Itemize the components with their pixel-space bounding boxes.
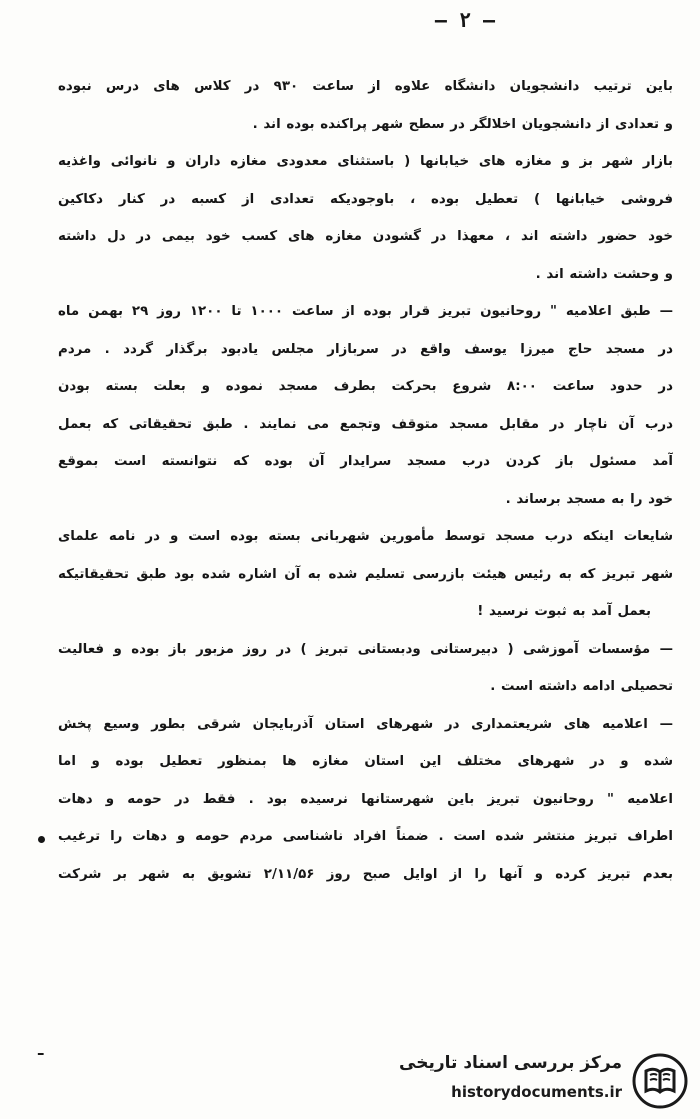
text-line: بعمل آمد به ثبوت نرسید !	[477, 604, 651, 619]
book-logo-icon	[632, 1053, 688, 1109]
text-line: شایعات اینکه درب مسجد توسط مأمورین شهربانی بسته بوده است و در نامه علمای	[58, 529, 673, 544]
text-line: — طبق اعلامیه " روحانیون تبریز قرار بوده از ساعت ۱۰۰۰ تا ۱۲۰۰ روز ۲۹ بهمن ماه	[58, 304, 673, 319]
margin-mark: ـ	[38, 1040, 44, 1059]
watermark	[392, 1049, 692, 1113]
text-line: در حدود ساعت ۸:۰۰ شروع بحرکت بطرف مسجد نموده و بعلت بسته بودن	[58, 379, 673, 394]
text-line: اعلامیه " روحانیون تبریز باین شهرستانها نرسیده بود . فقط در حومه و دهات	[58, 791, 673, 807]
bullet-dot	[38, 836, 45, 843]
document-body	[58, 68, 673, 893]
watermark-url[interactable]: historydocuments.ir	[451, 1083, 622, 1101]
text-line: باین ترتیب دانشجویان دانشگاه علاوه از ساعت ۹۳۰ در کلاس های درس نبوده	[58, 79, 673, 94]
text-line: — اعلامیه های شریعتمداری در شهرهای استان آذربایجان شرقی بطور وسیع پخش	[58, 716, 673, 732]
text-line: و وحشت داشته اند .	[535, 266, 673, 282]
watermark-title: مرکز بررسی اسناد تاریخی	[399, 1053, 622, 1073]
text-line: بعدم تبریز کرده و آنها را از اوایل صبح روز ۲/۱۱/۵۶ تشویق به شهر بر شرکت	[58, 866, 673, 882]
text-line: خود را به مسجد برساند .	[505, 491, 673, 507]
text-line: و تعدادی از دانشجویان اخلالگر در سطح شهر پراکنده بوده اند .	[252, 116, 673, 132]
text-line: اطراف تبریز منتشر شده است . ضمناً افراد ناشناسی مردم حومه و دهات را ترغیب	[58, 829, 673, 844]
page-number: — ۲ —	[434, 8, 496, 32]
text-line: بازار شهر بز و مغازه های خیابانها ( باستثنای معدودی مغازه داران و نانوائی واغذیه	[58, 154, 673, 169]
text-line: شهر تبریز که به رئیس هیئت بازرسی تسلیم شده به آن اشاره شده بود طبق تحقیقاتیکه	[58, 566, 673, 582]
text-line: — مؤسسات آموزشی ( دبیرستانی ودبستانی تبریز ) در روز مزبور باز بوده و فعالیت	[58, 641, 673, 657]
text-line: در مسجد حاج میرزا یوسف واقع در سربازار مجلس یادبود برگذار گردد . مردم	[58, 341, 673, 357]
text-line: آمد مسئول باز کردن درب مسجد سرایدار آن بوده که نتوانسته است بموقع	[58, 454, 673, 469]
text-line: فروشی خیابانها ) تعطیل بوده ، باوجودیکه تعدادی از کسبه در کنار دکاکین	[58, 191, 673, 207]
text-line: خود حضور داشته اند ، معهذا در گشودن مغازه های کسب خود بیمی در دل داشته	[58, 229, 673, 244]
text-line: درب آن ناچار در مقابل مسجد متوقف وتجمع می نمایند . طبق تحقیقاتی که بعمل	[58, 416, 673, 432]
text-line: تحصیلی ادامه داشته است .	[490, 679, 673, 694]
text-line: شده و در شهرهای مختلف این استان مغازه ها بمنظور تعطیل بوده و اما	[58, 754, 673, 769]
